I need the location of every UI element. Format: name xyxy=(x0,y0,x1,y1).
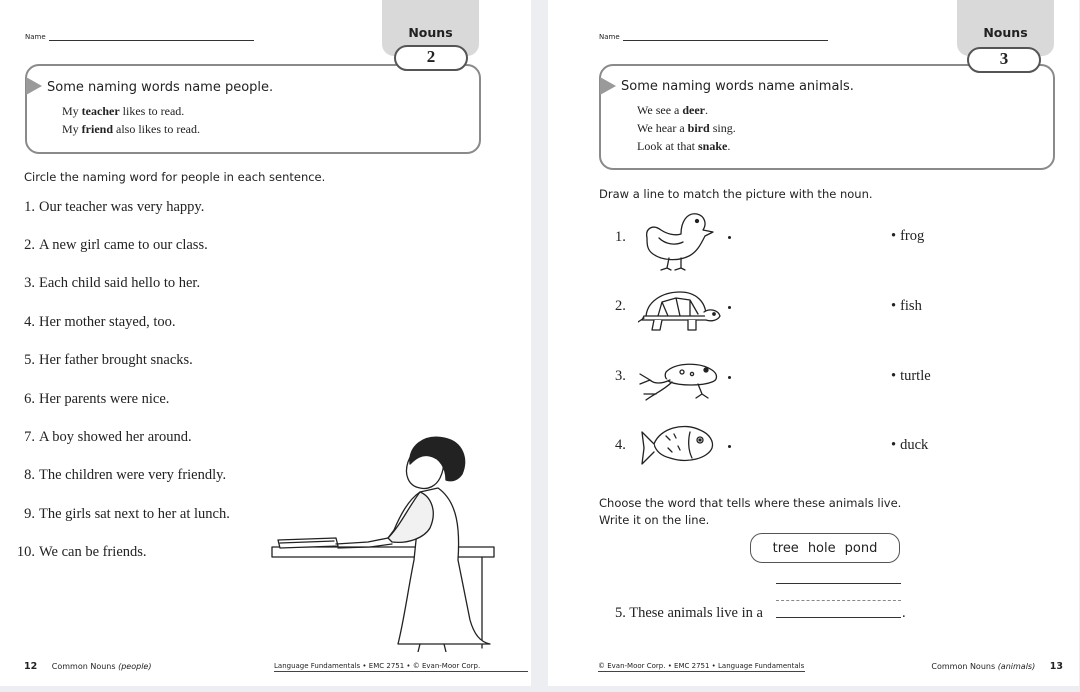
answer-line-5[interactable] xyxy=(776,617,901,618)
word-bank-tree: tree xyxy=(772,540,799,556)
match-dot-picture-4[interactable] xyxy=(728,445,731,448)
instruction-2-line-2: Write it on the line. xyxy=(599,513,710,527)
rule-pointer-icon xyxy=(26,77,42,95)
instruction: Circle the naming word for people in each sentence. xyxy=(24,170,326,184)
example-sentence-1: My teacher likes to read. xyxy=(62,104,185,118)
match-word-1[interactable]: • frog xyxy=(891,228,924,245)
sentence-1[interactable]: 1. Our teacher was very happy. xyxy=(24,199,205,215)
instruction: Draw a line to match the picture with the noun. xyxy=(599,187,873,201)
match-number-3: 3. xyxy=(615,368,626,384)
turtle-icon xyxy=(638,288,722,336)
match-number-2: 2. xyxy=(615,298,626,314)
footer-section: Common Nouns xyxy=(931,662,996,671)
sentence-2[interactable]: 2. A new girl came to our class. xyxy=(24,237,208,253)
sentence-8[interactable]: 8. The children were very friendly. xyxy=(24,467,227,483)
instruction-2-line-1: Choose the word that tells where these animals live. xyxy=(599,496,902,510)
duck-icon xyxy=(641,208,717,272)
footer-section: Common Nouns xyxy=(51,662,116,671)
right-footer xyxy=(923,661,1063,672)
page-number: 13 xyxy=(1049,661,1063,672)
footer-section-topic: (people) xyxy=(118,662,152,671)
name-line xyxy=(623,40,828,41)
match-dot-picture-2[interactable] xyxy=(728,306,731,309)
match-word-2[interactable]: • fish xyxy=(891,298,922,315)
page-number: 12 xyxy=(24,661,38,672)
rule-title: Some naming words name people. xyxy=(47,80,274,95)
example-sentence-3: Look at that snake. xyxy=(637,139,731,153)
sentence-10[interactable]: 10. We can be friends. xyxy=(16,544,147,560)
word-bank xyxy=(750,533,900,563)
match-word-3[interactable]: • turtle xyxy=(891,368,931,385)
match-dot-picture-3[interactable] xyxy=(728,376,731,379)
writing-guide-top xyxy=(776,583,901,584)
tab-title: Nouns xyxy=(983,25,1028,40)
sentence-3[interactable]: 3. Each child said hello to her. xyxy=(24,275,201,291)
footer-publisher: © Evan-Moor Corp. • EMC 2751 • Language Fundamentals xyxy=(598,662,805,670)
fish-icon xyxy=(640,418,716,472)
sentence-6[interactable]: 6. Her parents were nice. xyxy=(24,391,170,407)
writing-guide-mid xyxy=(776,600,901,601)
sentence-4[interactable]: 4. Her mother stayed, too. xyxy=(24,314,176,330)
match-word-4[interactable]: • duck xyxy=(891,437,928,454)
question-5: 5. These animals live in a xyxy=(615,605,763,621)
name-label: Name xyxy=(25,33,46,41)
girl-at-desk-illustration xyxy=(268,430,498,652)
lesson-number: 3 xyxy=(967,47,1041,73)
frog-icon xyxy=(636,354,722,404)
left-worksheet-page xyxy=(0,0,531,686)
match-number-1: 1. xyxy=(615,229,626,245)
footer-section-topic: (animals) xyxy=(997,662,1036,671)
name-label: Name xyxy=(599,33,620,41)
word-bank-pond: pond xyxy=(844,540,878,556)
right-worksheet-page xyxy=(548,0,1079,686)
sentence-9[interactable]: 9. The girls sat next to her at lunch. xyxy=(24,506,230,522)
footer-publisher: Language Fundamentals • EMC 2751 • © Evan-Moor Corp. xyxy=(274,662,528,672)
example-sentence-2: My friend also likes to read. xyxy=(62,122,200,136)
example-sentence-1: We see a deer. xyxy=(637,103,708,117)
question-5-period: . xyxy=(902,605,906,621)
lesson-number: 2 xyxy=(394,45,468,71)
example-sentence-2: We hear a bird sing. xyxy=(637,121,736,135)
name-line xyxy=(49,40,254,41)
tab-title: Nouns xyxy=(408,25,453,40)
match-dot-picture-1[interactable] xyxy=(728,236,731,239)
rule-title: Some naming words name animals. xyxy=(621,79,854,94)
word-bank-hole: hole xyxy=(807,540,836,556)
sentence-5[interactable]: 5. Her father brought snacks. xyxy=(24,352,193,368)
match-number-4: 4. xyxy=(615,437,626,453)
rule-pointer-icon xyxy=(600,77,616,95)
sentence-7[interactable]: 7. A boy showed her around. xyxy=(24,429,192,445)
